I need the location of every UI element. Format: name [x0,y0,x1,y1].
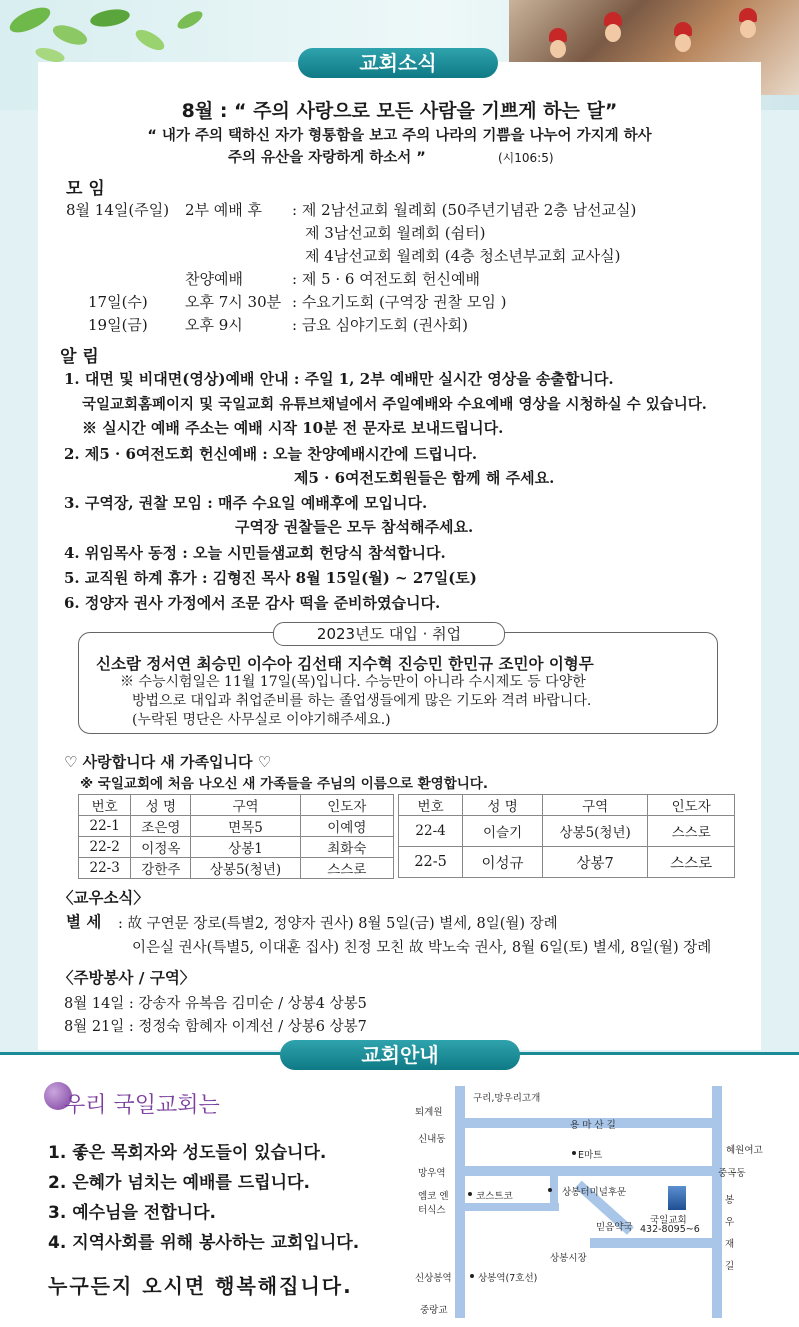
map-label: 신상봉역 [415,1273,452,1284]
map-label: 국일교회 [650,1215,687,1226]
exam-note: ※ 수능시험일은 11월 17일(목)입니다. 수능만이 아니라 수시제도 등 다양한 [120,674,586,690]
cell: 스스로 [648,847,735,878]
col-header: 구역 [191,795,300,816]
guide-closing: 누구든지 오시면 행복해집니다. [48,1274,353,1298]
guide-item: 4. 지역사회를 위해 봉사하는 교회입니다. [48,1233,360,1253]
moim-heading: 모 임 [66,179,105,199]
guide-item: 2. 은혜가 넘치는 예배를 드립니다. [48,1173,310,1193]
map-label: 432-8095~6 [640,1224,700,1235]
verse-reference: (시106:5) [498,151,554,165]
notice-line: 4. 위임목사 동정 : 오늘 시민들샘교회 헌당식 참석합니다. [64,544,446,562]
map-label: 엠코 엔터식스 [418,1191,449,1216]
cell: 스스로 [300,858,393,879]
notice-line: 3. 구역장, 권찰 모임 : 매주 수요일 예배후에 모입니다. [64,494,428,512]
moim-time: 2부 예배 후 [185,201,263,219]
col-header: 구역 [542,795,647,816]
cell: 최화숙 [300,837,393,858]
marker [548,1188,552,1192]
cell: 상봉1 [191,837,300,858]
notice-line: 5. 교직원 하계 휴가 : 김형진 목사 8월 15일(월) ~ 27일(토) [64,569,477,587]
cell: 면목5 [191,816,300,837]
road [455,1166,722,1176]
moim-date: 19일(금) [88,316,148,334]
up-arrow-icon [463,1292,473,1312]
notice-line: ※ 실시간 예배 주소는 예배 시작 10분 전 문자로 보내드립니다. [82,419,504,437]
map-label: 상봉터미널후문 [562,1187,627,1198]
map-label: 상봉역(7호선) [478,1273,538,1284]
table-row [399,847,735,878]
cell: 스스로 [648,816,735,847]
cell: 이성규 [463,847,543,878]
exam-note: 방법으로 대입과 취업준비를 하는 졸업생들에게 많은 기도와 격려 바랍니다. [132,693,592,709]
moim-time: 오후 9시 [185,316,243,334]
verse-line-2: 주의 유산을 자랑하게 하소서 ” [228,150,426,166]
newfamily-note: ※ 국일교회에 처음 나오신 새 가족들을 주님의 이름으로 환영합니다. [80,776,488,792]
cell: 22-4 [399,816,463,847]
moim-desc: 제 4남선교회 월례회 (4층 청소년부교회 교사실) [305,247,621,265]
col-header: 번호 [399,795,463,816]
exam-note: (누락된 명단은 사무실로 이야기해주세요.) [132,712,391,728]
moim-desc: : 제 2남선교회 월례회 (50주년기념관 2층 남선교실) [292,201,637,219]
cell: 22-1 [79,816,131,837]
table-row [79,837,394,858]
col-header: 성 명 [131,795,191,816]
notice-line: 제5 · 6여전도회원들은 함께 해 주세요. [294,469,555,487]
moim-desc: : 수요기도회 (구역장 권찰 모임 ) [292,293,507,311]
marker [468,1192,472,1196]
table-row [399,816,735,847]
page-title: 교회소식 [298,48,498,78]
table-row [79,858,394,879]
exam-names: 신소람 정서연 최승민 이수아 김선태 지수혁 진승민 한민규 조민아 이형무 [96,654,594,673]
moim-date: 8월 14일(주일) [66,201,170,219]
col-header: 인도자 [300,795,393,816]
map-label: 혜원여고 [726,1145,763,1156]
map-label: 용 마 산 길 [570,1120,616,1131]
road [455,1203,559,1211]
table-row [79,816,394,837]
cell: 22-2 [79,837,131,858]
notice-line: 6. 정양자 권사 가정에서 조문 감사 떡을 준비하였습니다. [64,594,441,612]
newfamily-heading: ♡ 사랑합니다 새 가족입니다 ♡ [64,753,272,771]
moim-desc: : 금요 심야기도회 (권사회) [292,316,468,334]
gyowoo-line: 이은실 권사(특별5, 이대훈 집사) 친정 모친 故 박노숙 권사, 8월 6일(토) 별세, 8일(월) 장례 [132,940,712,956]
notice-line: 구역장 권찰들은 모두 참석해주세요. [235,518,474,536]
map-label: 신내동 [418,1134,446,1145]
cell: 22-5 [399,847,463,878]
map-label: 퇴계원 [415,1107,443,1118]
moim-date: 17일(수) [88,293,148,311]
cell: 조은영 [131,816,191,837]
church-building-icon [668,1186,686,1210]
map-label: 중곡동 [718,1168,746,1179]
verse-line-1: “ 내가 주의 택하신 자가 형통함을 보고 주의 나라의 기쁨을 나누어 가지게 하사 [147,128,652,144]
map-label: E마트 [578,1150,603,1161]
moim-time: 찬양예배 [185,270,243,288]
marker [470,1274,474,1278]
notice-line: 1. 대면 및 비대면(영상)예배 안내 : 주일 1, 2부 예배만 실시간 영상을 송출합니다. [64,370,614,388]
map-label: 망우역 [418,1168,446,1179]
cell: 상봉5(청년) [191,858,300,879]
col-header: 성 명 [463,795,543,816]
cell: 상봉5(청년) [542,816,647,847]
newfamily-table-left [78,794,394,879]
gyowoo-heading: 〈교우소식〉 [58,889,149,907]
newfamily-table-right [398,794,735,878]
guide-title: 교회안내 [280,1040,520,1070]
col-header: 번호 [79,795,131,816]
col-header: 인도자 [648,795,735,816]
cell: 이정옥 [131,837,191,858]
moim-desc: : 제 5 · 6 여전도회 헌신예배 [292,270,480,288]
guide-subtitle: 우리 국일교회는 [64,1093,220,1118]
moim-desc: 제 3남선교회 월례회 (쉼터) [305,224,486,242]
cell: 상봉7 [542,847,647,878]
map-label: 봉 우 재 길 [725,1195,735,1272]
map-label: 믿음약국 [596,1222,633,1233]
kitchen-heading: 〈주방봉사 / 구역〉 [58,969,196,987]
gyowoo-line: : 故 구연문 장로(특별2, 정양자 권사) 8월 5일(금) 별세, 8일(월) 장례 [118,916,558,932]
map-label: 코스트코 [476,1191,513,1202]
map-label: 중랑교 [420,1305,448,1316]
cell: 이예영 [300,816,393,837]
notice-line: 2. 제5 · 6여전도회 헌신예배 : 오늘 찬양예배시간에 드립니다. [64,445,478,463]
notice-line: 국일교회홈페이지 및 국일교회 유튜브채널에서 주일예배와 수요예배 영상을 시청하실 수 있습니다. [82,396,707,413]
kitchen-line: 8월 21일 : 정정숙 함혜자 이계선 / 상봉6 상봉7 [64,1019,367,1035]
kitchen-line: 8월 14일 : 강송자 유복음 김미순 / 상봉4 상봉5 [64,996,367,1012]
map-label: 구리,망우리고개 [473,1093,541,1104]
alrim-heading: 알 림 [60,347,99,367]
cell: 22-3 [79,858,131,879]
moim-time: 오후 7시 30분 [185,293,282,311]
guide-item: 3. 예수님을 전합니다. [48,1203,216,1223]
exam-title: 2023년도 대입 · 취업 [273,622,505,646]
location-map [400,1078,770,1318]
marker [572,1151,576,1155]
leaves-decoration [0,0,230,70]
gyowoo-label: 별 세 [66,913,102,931]
guide-item: 1. 좋은 목회자와 성도들이 있습니다. [48,1143,327,1163]
road [590,1238,712,1248]
month-theme: 8월 : “ 주의 사랑으로 모든 사람을 기쁘게 하는 달” [181,100,618,122]
cell: 이슬기 [463,816,543,847]
cell: 강한주 [131,858,191,879]
map-label: 상봉시장 [550,1253,587,1264]
